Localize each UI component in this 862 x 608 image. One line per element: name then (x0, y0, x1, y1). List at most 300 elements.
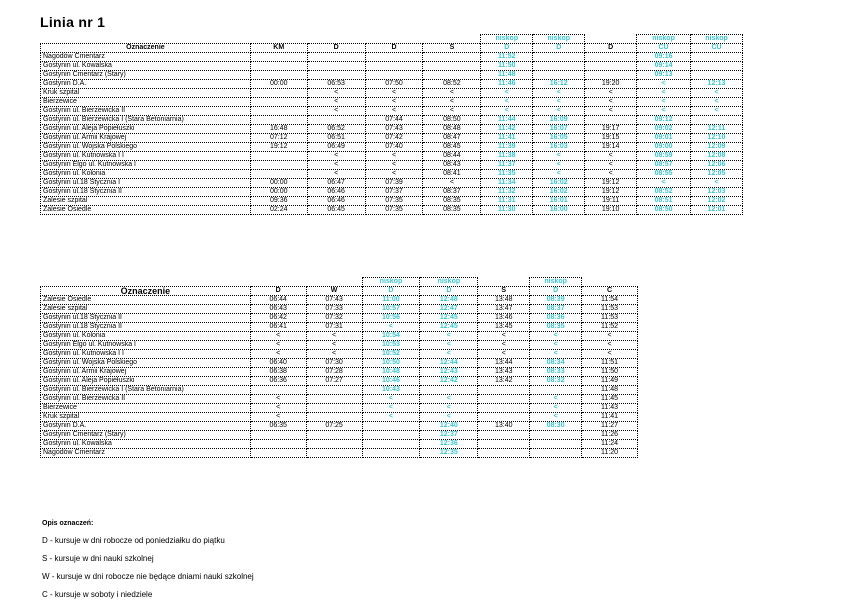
departure-time: 13:40 (478, 422, 530, 431)
departure-time: 16:02 (533, 179, 585, 188)
table-row (41, 386, 638, 395)
departure-time: 06:47 (307, 179, 365, 188)
departure-time: 07:28 (306, 368, 362, 377)
stop-name: Gostynin ul.18 Stycznia II (41, 323, 251, 332)
departure-time: < (250, 350, 306, 359)
departure-time: 09:16 (637, 53, 691, 62)
departure-time: 12:37 (420, 431, 478, 440)
stop-name: Gostynin ul. Kowalska (41, 62, 251, 71)
departure-time: < (365, 98, 423, 107)
column-header: D (362, 287, 420, 296)
departure-time: 07:44 (365, 116, 423, 125)
departure-time (585, 53, 637, 62)
departure-time (365, 62, 423, 71)
departure-time: 10:50 (362, 359, 420, 368)
departure-time: 11:34 (481, 179, 533, 188)
departure-time: 07:35 (365, 206, 423, 215)
departure-time: 12:11 (691, 125, 743, 134)
departure-time: 08:45 (423, 143, 481, 152)
departure-time: 08:39 (530, 296, 582, 305)
departure-time (306, 395, 362, 404)
departure-time: < (481, 89, 533, 98)
departure-time (250, 449, 306, 458)
departure-time: < (478, 350, 530, 359)
stop-name: Zalesie szpital (41, 305, 251, 314)
departure-time: < (585, 89, 637, 98)
departure-time (250, 152, 307, 161)
departure-time: < (481, 107, 533, 116)
stop-name: Gostynin ul.18 Stycznia II (41, 314, 251, 323)
departure-time: 11:48 (582, 386, 638, 395)
group-header-cell: niskop (481, 35, 533, 44)
stop-name: Gostynin Cmentarz (Stary) (41, 431, 251, 440)
departure-time: < (637, 107, 691, 116)
departure-time: 07:39 (365, 179, 423, 188)
departure-time: 07:50 (365, 80, 423, 89)
departure-time: 11:24 (582, 440, 638, 449)
departure-time: 10:48 (362, 368, 420, 377)
departure-time: 08:51 (637, 197, 691, 206)
departure-time: 07:40 (365, 143, 423, 152)
column-header: D (481, 44, 533, 53)
group-header-cell: niskop (533, 35, 585, 44)
table-row (41, 125, 743, 134)
departure-time (306, 386, 362, 395)
departure-time: 08:37 (530, 305, 582, 314)
departure-time: < (420, 404, 478, 413)
departure-time: < (585, 107, 637, 116)
departure-time: 09:13 (637, 71, 691, 80)
departure-time (420, 386, 478, 395)
departure-time (585, 71, 637, 80)
departure-time: < (420, 350, 478, 359)
departure-time (585, 62, 637, 71)
departure-time: 13:47 (478, 305, 530, 314)
table-row (41, 395, 638, 404)
table-row (41, 359, 638, 368)
group-header-row (41, 35, 743, 44)
table-row (41, 413, 638, 422)
departure-time: 06:36 (250, 377, 306, 386)
departure-time: 11:31 (481, 197, 533, 206)
departure-time: 08:37 (423, 188, 481, 197)
departure-time: 19:15 (585, 134, 637, 143)
departure-time: 06:53 (307, 80, 365, 89)
departure-time: 11:39 (481, 143, 533, 152)
table-row (41, 80, 743, 89)
stop-name: Gostynin ul. Kutnowska I I (41, 152, 251, 161)
departure-time: 09:36 (250, 197, 307, 206)
page-title: Linia nr 1 (40, 14, 106, 30)
departure-time: 08:35 (423, 197, 481, 206)
legend (42, 520, 254, 608)
departure-time: 11:37 (481, 161, 533, 170)
departure-time: 07:31 (306, 323, 362, 332)
departure-time (533, 71, 585, 80)
departure-time: < (362, 404, 420, 413)
departure-time: 10:53 (362, 341, 420, 350)
departure-time: 11:26 (582, 431, 638, 440)
departure-time: < (365, 89, 423, 98)
departure-time: < (365, 161, 423, 170)
departure-time: 11:50 (582, 368, 638, 377)
departure-time: 12:06 (691, 161, 743, 170)
stop-name: Gostynin Elgo ul. Kutnowska I (41, 161, 251, 170)
departure-time (250, 71, 307, 80)
departure-time (585, 116, 637, 125)
departure-time (250, 170, 307, 179)
departure-time: 08:52 (423, 80, 481, 89)
departure-time (250, 98, 307, 107)
departure-time: 19:10 (585, 206, 637, 215)
column-header: D (307, 44, 365, 53)
stop-name: Nagodów Cmentarz (41, 53, 251, 62)
departure-time: < (530, 341, 582, 350)
stop-name: Gostynin ul. Wojska Polskiego (41, 143, 251, 152)
table-row (41, 188, 743, 197)
departure-time: 06:46 (307, 197, 365, 206)
departure-time: 11:32 (481, 188, 533, 197)
stop-name: Gostynin ul. Bierzewicka I (Stara Betoniarnia) (41, 386, 251, 395)
departure-time: < (365, 152, 423, 161)
stop-name: Gostynin ul. Aleja Popiełuszki (41, 125, 251, 134)
departure-time: < (365, 107, 423, 116)
departure-time: 11:41 (481, 134, 533, 143)
table-row (41, 323, 638, 332)
table-row (41, 368, 638, 377)
departure-time: 19:12 (250, 143, 307, 152)
departure-time: < (250, 395, 306, 404)
table-row (41, 296, 638, 305)
departure-time (250, 440, 306, 449)
table-row (41, 404, 638, 413)
departure-time: < (585, 161, 637, 170)
departure-time: 12:45 (420, 314, 478, 323)
departure-time (423, 71, 481, 80)
departure-time: 06:51 (307, 134, 365, 143)
stop-name: Gostynin Cmentarz (Stary) (41, 71, 251, 80)
departure-time: < (637, 98, 691, 107)
departure-time (365, 71, 423, 80)
group-header-cell: niskop (530, 278, 582, 287)
table-row (41, 305, 638, 314)
departure-time: < (420, 413, 478, 422)
departure-time (306, 431, 362, 440)
departure-time: 07:42 (365, 134, 423, 143)
stop-name: Zalesie szpital (41, 197, 251, 206)
departure-time (478, 413, 530, 422)
stop-name: Kruk szpital (41, 89, 251, 98)
departure-time (533, 53, 585, 62)
departure-time: 09:01 (637, 134, 691, 143)
departure-time: 12:09 (691, 143, 743, 152)
departure-time: < (481, 98, 533, 107)
column-header: KM (250, 44, 307, 53)
departure-time: 11:45 (582, 395, 638, 404)
table-row (41, 206, 743, 215)
departure-time: 09:00 (637, 143, 691, 152)
departure-time: < (533, 89, 585, 98)
stop-name: Gostynin ul. Armii Krajowej (41, 134, 251, 143)
departure-time (250, 107, 307, 116)
legend-title: Opis oznaczeń: (42, 520, 94, 527)
departure-time: 08:55 (637, 170, 691, 179)
departure-time: 06:46 (307, 188, 365, 197)
departure-time (250, 53, 307, 62)
departure-time: < (306, 350, 362, 359)
departure-time: 11:53 (582, 314, 638, 323)
table-row (41, 116, 743, 125)
departure-time (250, 161, 307, 170)
departure-time: < (533, 152, 585, 161)
departure-time: < (530, 350, 582, 359)
table-row (41, 107, 743, 116)
departure-time (362, 422, 420, 431)
table-row (41, 71, 743, 80)
departure-time: 11:46 (481, 80, 533, 89)
departure-time (478, 449, 530, 458)
departure-time: < (533, 98, 585, 107)
departure-time: < (530, 404, 582, 413)
stop-name: Zalesie Osiedle (41, 206, 251, 215)
departure-time: 00:00 (250, 188, 307, 197)
departure-time: 12:10 (691, 134, 743, 143)
group-header-cell: niskop (691, 35, 743, 44)
departure-time: < (362, 395, 420, 404)
column-header: D (585, 44, 637, 53)
column-header: S (423, 44, 481, 53)
table-row (41, 152, 743, 161)
table-row (41, 449, 638, 458)
departure-time (530, 440, 582, 449)
departure-time: 00:00 (250, 80, 307, 89)
departure-time: 11:51 (582, 359, 638, 368)
departure-time: < (307, 107, 365, 116)
departure-time: < (307, 170, 365, 179)
departure-time: 08:47 (423, 134, 481, 143)
departure-time: 13:46 (478, 314, 530, 323)
group-header-row (41, 278, 638, 287)
departure-time: 10:56 (362, 314, 420, 323)
departure-time (250, 116, 307, 125)
departure-time: 06:38 (250, 368, 306, 377)
departure-time (307, 116, 365, 125)
stop-name: Nagodów Cmentarz (41, 449, 251, 458)
departure-time: 11:20 (582, 449, 638, 458)
departure-time (306, 413, 362, 422)
departure-time: 08:41 (423, 170, 481, 179)
departure-time: 08:43 (423, 161, 481, 170)
departure-time: 13:45 (478, 323, 530, 332)
departure-time: < (533, 107, 585, 116)
departure-time (365, 53, 423, 62)
departure-time: 12:05 (691, 170, 743, 179)
timetable-1 (40, 34, 743, 215)
departure-time: 19:12 (585, 179, 637, 188)
departure-time: 02:24 (250, 206, 307, 215)
departure-time: 08:35 (530, 323, 582, 332)
departure-time (530, 386, 582, 395)
stop-name: Gostynin ul. Armii Krajowej (41, 368, 251, 377)
stop-name: Gostynin D.A. (41, 80, 251, 89)
table-row (41, 89, 743, 98)
group-header-cell (423, 35, 481, 44)
departure-time: 07:43 (306, 296, 362, 305)
departure-time: < (582, 332, 638, 341)
departure-time: 07:35 (365, 197, 423, 206)
departure-time: 06:41 (250, 323, 306, 332)
departure-time: 16:07 (533, 125, 585, 134)
departure-time: 11:30 (481, 206, 533, 215)
departure-time: 06:42 (250, 314, 306, 323)
departure-time: < (423, 179, 481, 188)
departure-time (250, 89, 307, 98)
departure-time: 12:44 (420, 359, 478, 368)
departure-time: 11:42 (481, 125, 533, 134)
departure-time: < (585, 170, 637, 179)
departure-time: 19:14 (585, 143, 637, 152)
departure-time (478, 440, 530, 449)
table-row (41, 98, 743, 107)
departure-time: 19:20 (585, 80, 637, 89)
departure-time: 16:01 (533, 197, 585, 206)
departure-time (362, 449, 420, 458)
table-row (41, 440, 638, 449)
group-header-cell (250, 278, 306, 287)
column-header: CU (637, 44, 691, 53)
stop-name: Gostynin ul. Kowalska (41, 440, 251, 449)
group-header-cell: niskop (362, 278, 420, 287)
departure-time (306, 404, 362, 413)
departure-time: 11:00 (362, 296, 420, 305)
departure-time: < (582, 350, 638, 359)
departure-time (691, 53, 743, 62)
column-header: D (365, 44, 423, 53)
departure-time: 12:48 (420, 296, 478, 305)
departure-time: < (478, 332, 530, 341)
departure-time: < (530, 395, 582, 404)
departure-time: 13:48 (478, 296, 530, 305)
column-header: W (306, 287, 362, 296)
group-header-cell: niskop (637, 35, 691, 44)
departure-time: 06:35 (250, 422, 306, 431)
table-row (41, 422, 638, 431)
departure-time: < (530, 413, 582, 422)
departure-time (478, 431, 530, 440)
departure-time: 11:52 (582, 323, 638, 332)
departure-time (478, 386, 530, 395)
departure-time (530, 431, 582, 440)
departure-time (530, 449, 582, 458)
departure-time: 12:01 (691, 206, 743, 215)
departure-time (306, 440, 362, 449)
departure-time (362, 431, 420, 440)
departure-time: 12:03 (691, 188, 743, 197)
legend-item: D - kursuje w dni robocze od poniedziałku do piątku (42, 536, 225, 545)
departure-time: < (533, 170, 585, 179)
table-row (41, 431, 638, 440)
departure-time: 10:46 (362, 377, 420, 386)
group-header-cell (585, 35, 637, 44)
legend-item: W - kursuje w dni robocze nie będące dniami nauki szkolnej (42, 572, 254, 581)
departure-time (691, 71, 743, 80)
departure-time: 11:54 (582, 296, 638, 305)
departure-time (307, 53, 365, 62)
departure-time: 10:57 (362, 305, 420, 314)
departure-time: 16:48 (250, 125, 307, 134)
departure-time: < (307, 89, 365, 98)
departure-time: 12:35 (420, 449, 478, 458)
departure-time: 12:13 (691, 80, 743, 89)
departure-time: 13:42 (478, 377, 530, 386)
departure-time: 10:54 (362, 332, 420, 341)
departure-time: 06:43 (250, 305, 306, 314)
table-row (41, 170, 743, 179)
departure-time: 08:32 (530, 377, 582, 386)
departure-time: < (420, 341, 478, 350)
stop-name: Bierzewice (41, 404, 251, 413)
group-header-cell (306, 278, 362, 287)
departure-time: < (423, 98, 481, 107)
departure-time: 11:44 (481, 116, 533, 125)
departure-time: < (306, 332, 362, 341)
departure-time: 08:52 (637, 188, 691, 197)
departure-time: 16:02 (533, 188, 585, 197)
departure-time: 11:50 (481, 62, 533, 71)
departure-time: 11:41 (582, 413, 638, 422)
table-row (41, 62, 743, 71)
departure-time (250, 386, 306, 395)
stop-name: Kruk szpital (41, 413, 251, 422)
departure-time: 08:30 (530, 422, 582, 431)
legend-item: C - kursuje w soboty i niedziele (42, 590, 153, 599)
departure-time: < (478, 341, 530, 350)
group-header-cell: niskop (420, 278, 478, 287)
column-header: CU (691, 44, 743, 53)
departure-time: < (637, 89, 691, 98)
timetable-2 (40, 277, 638, 458)
departure-time: < (250, 332, 306, 341)
departure-time: 12:40 (420, 422, 478, 431)
departure-time: 07:12 (250, 134, 307, 143)
column-header: D (250, 287, 306, 296)
departure-time: < (365, 170, 423, 179)
stop-name: Gostynin D.A. (41, 422, 251, 431)
departure-time (478, 395, 530, 404)
table-row (41, 350, 638, 359)
table-row (41, 377, 638, 386)
departure-time: < (691, 89, 743, 98)
departure-time: < (582, 341, 638, 350)
header-row (41, 44, 743, 53)
departure-time: 07:43 (365, 125, 423, 134)
table-row (41, 53, 743, 62)
departure-time: < (691, 107, 743, 116)
departure-time: 12:36 (420, 440, 478, 449)
departure-time: < (250, 413, 306, 422)
departure-time: 11:38 (481, 152, 533, 161)
departure-time: 11:48 (481, 71, 533, 80)
departure-time: 10:52 (362, 350, 420, 359)
departure-time: 08:57 (637, 161, 691, 170)
departure-time: 16:03 (533, 143, 585, 152)
departure-time: 07:33 (306, 305, 362, 314)
departure-time: 11:43 (582, 404, 638, 413)
departure-time: 08:48 (423, 125, 481, 134)
departure-time: 19:12 (585, 188, 637, 197)
departure-time: < (420, 332, 478, 341)
departure-time: 12:08 (691, 152, 743, 161)
